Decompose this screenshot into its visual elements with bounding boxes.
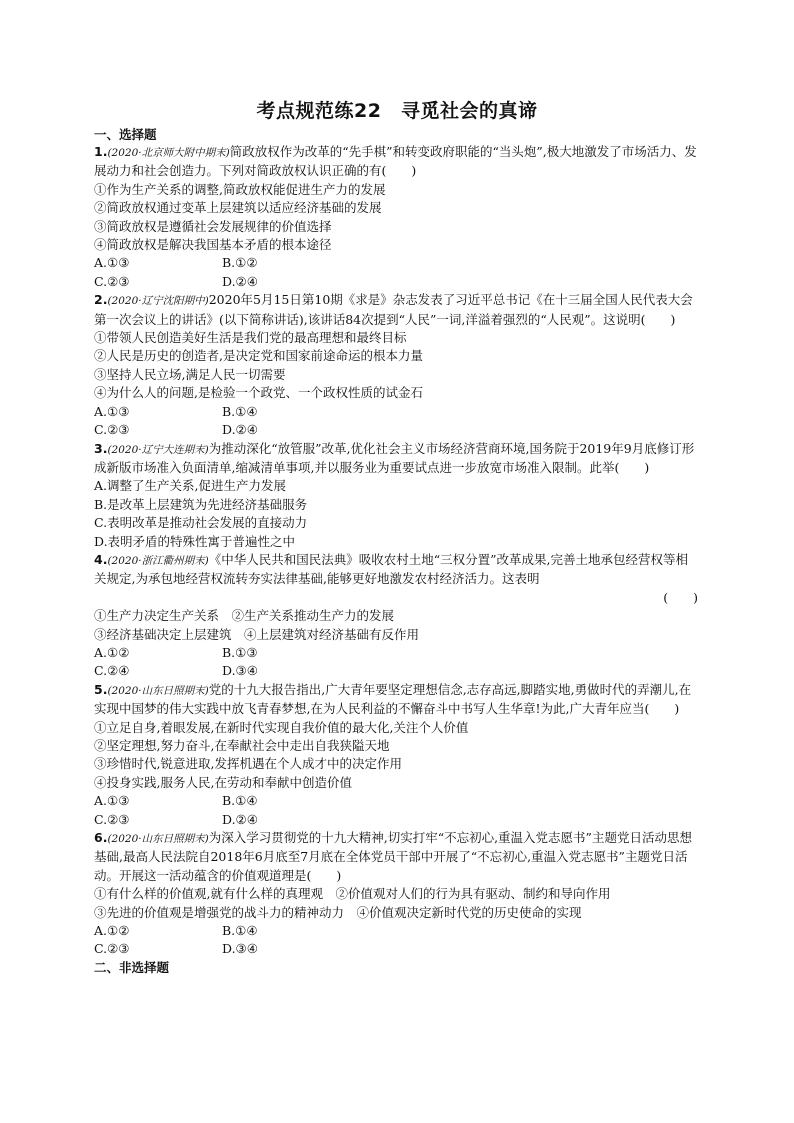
question-source: (2020·山东日照期末) bbox=[107, 684, 209, 697]
question-source: (2020·山东日照期末) bbox=[107, 833, 209, 846]
option-d: D.②④ bbox=[222, 811, 258, 827]
option-a: A.①③ bbox=[94, 255, 130, 271]
question-1 bbox=[94, 143, 700, 291]
answer-options bbox=[94, 940, 700, 958]
page-title: 考点规范练22 寻觅社会的真谛 bbox=[256, 100, 538, 122]
option-a: A.①② bbox=[94, 923, 130, 939]
question-number: 5. bbox=[94, 681, 108, 697]
question-stem bbox=[94, 143, 700, 181]
answer-options bbox=[94, 273, 700, 291]
section-heading-non-choice: 二、非选择题 bbox=[94, 959, 170, 975]
option-b: B.①② bbox=[222, 255, 258, 271]
answer-options bbox=[94, 254, 700, 272]
option-d: D.②④ bbox=[222, 422, 258, 438]
option-c: C.②③ bbox=[94, 941, 130, 957]
question-number: 3. bbox=[94, 440, 108, 456]
statement-item: ③先进的价值观是增强党的战斗力的精神动力 ④价值观决定新时代党的历史使命的实现 bbox=[94, 904, 582, 920]
section-heading-choice: 一、选择题 bbox=[94, 127, 157, 142]
answer-options bbox=[94, 922, 700, 940]
statement-item: ②坚定理想,努力奋斗,在奉献社会中走出自我狭隘天地 bbox=[94, 738, 390, 753]
question-source: (2020·辽宁沈阳期中) bbox=[107, 295, 209, 308]
question-text: 为深入学习贯彻党的十九大精神,切实打牢“不忘初心,重温入党志愿书”主题党日活动思想基础,最高人民法院自2018年6月底至7月底在全体党员干部中开展了“不忘初心,重温入党志愿书”主题党日活动。开展这一活动蕴含的价值观道理是( ) bbox=[94, 830, 692, 883]
question-source: (2020·北京师大附中期末) bbox=[107, 147, 230, 159]
option-b: B.①④ bbox=[222, 793, 258, 809]
question-number: 4. bbox=[94, 551, 108, 567]
option-b: B.是改革上层建筑为先进经济基础服务 bbox=[94, 496, 308, 512]
option-b: B.①④ bbox=[222, 923, 258, 939]
answer-options bbox=[94, 811, 700, 829]
statement-item: ②简政放权通过变革上层建筑以适应经济基础的发展 bbox=[94, 200, 382, 216]
question-number: 6. bbox=[94, 830, 108, 846]
answer-options bbox=[94, 644, 700, 662]
option-d: D.表明矛盾的特殊性寓于普遍性之中 bbox=[94, 533, 296, 549]
question-3 bbox=[94, 440, 700, 551]
option-d: D.③④ bbox=[222, 663, 258, 679]
option-d: D.③④ bbox=[222, 941, 258, 957]
question-text: 简政放权作为改革的“先手棋”和转变政府职能的“当头炮”,极大地激发了市场活力、发展动力和社会创造力。下列对简政放权认识正确的有( ) bbox=[94, 144, 697, 179]
question-source: (2020·辽宁大连期末) bbox=[107, 443, 209, 456]
answer-blank: ( ) bbox=[663, 589, 698, 605]
answer-options bbox=[94, 662, 700, 680]
question-4 bbox=[94, 551, 700, 681]
statement-item: ①带领人民创造美好生活是我们党的最高理想和最终目标 bbox=[94, 330, 407, 346]
statement-item: ③经济基础决定上层建筑 ④上层建筑对经济基础有反作用 bbox=[94, 626, 420, 642]
question-5 bbox=[94, 681, 700, 829]
option-c: C.②④ bbox=[94, 663, 130, 679]
question-text: 党的十九大报告指出,广大青年要坚定理想信念,志存高远,脚踏实地,勇做时代的弄潮儿,在实现中国梦的伟大实践中放飞青春梦想,在为人民利益的不懈奋斗中书写人生华章!为此,广大青年应当( ) bbox=[94, 681, 692, 717]
option-d: D.②④ bbox=[222, 273, 258, 289]
statement-item: ①立足自身,着眼发展,在新时代实现自我价值的最大化,关注个人价值 bbox=[94, 719, 469, 735]
question-stem bbox=[94, 291, 700, 329]
question-text: 《中华人民共和国民法典》吸收农村土地“三权分置”改革成果,完善土地承包经营权等相关规定,为承包地经营权流转夯实法律基础,能够更好地激发农村经济活力。这表明 bbox=[94, 551, 688, 587]
question-stem bbox=[94, 551, 700, 589]
option-b: B.①④ bbox=[222, 403, 258, 419]
question-6 bbox=[94, 829, 700, 959]
option-b: B.①③ bbox=[222, 644, 258, 660]
question-stem bbox=[94, 829, 700, 885]
statement-item: ④投身实践,服务人民,在劳动和奉献中创造价值 bbox=[94, 774, 352, 790]
option-c: C.②③ bbox=[94, 811, 130, 827]
question-text: 2020年5月15日第10期《求是》杂志发表了习近平总书记《在十三届全国人民代表大会第一次会议上的讲话》(以下简称讲话),该讲话84次提到“人民”一词,洋溢着强烈的“人民观”。这说明( ) bbox=[94, 292, 693, 327]
option-a: A.①③ bbox=[94, 793, 130, 809]
option-c: C.②③ bbox=[94, 422, 130, 438]
question-source: (2020·浙江衢州期末) bbox=[107, 554, 209, 567]
statement-item: ④为什么人的问题,是检验一个政党、一个政权性质的试金石 bbox=[94, 385, 423, 401]
option-a: A.①③ bbox=[94, 403, 130, 419]
answer-options bbox=[94, 792, 700, 810]
option-c: C.②③ bbox=[94, 273, 130, 289]
option-a: A.调整了生产关系,促进生产力发展 bbox=[94, 478, 286, 494]
statement-item: ①作为生产关系的调整,简政放权能促进生产力的发展 bbox=[94, 181, 386, 197]
question-stem bbox=[94, 440, 700, 478]
question-stem bbox=[94, 681, 700, 719]
option-a: A.①② bbox=[94, 644, 130, 660]
question-number: 2. bbox=[94, 292, 108, 308]
answer-options bbox=[94, 403, 700, 421]
question-text: 为推动深化“放管服”改革,优化社会主义市场经济营商环境,国务院于2019年9月底修订形成新版市场准入负面清单,缩减清单事项,并以服务业为重要试点进一步放宽市场准入限制。此举( ) bbox=[94, 440, 695, 475]
statement-item: ②人民是历史的创造者,是决定党和国家前途命运的根本力量 bbox=[94, 348, 423, 364]
answer-options bbox=[94, 421, 700, 439]
question-2 bbox=[94, 291, 700, 439]
question-number: 1. bbox=[94, 144, 108, 159]
statement-item: ①生产力决定生产关系 ②生产关系推动生产力的发展 bbox=[94, 608, 395, 624]
statement-item: ③简政放权是遵循社会发展规律的价值选择 bbox=[94, 218, 332, 234]
option-c: C.表明改革是推动社会发展的直接动力 bbox=[94, 515, 308, 531]
statement-item: ③坚持人民立场,满足人民一切需要 bbox=[94, 366, 286, 382]
statement-item: ①有什么样的价值观,就有什么样的真理观 ②价值观对人们的行为具有驱动、制约和导向作用 bbox=[94, 886, 611, 902]
statement-item: ③珍惜时代,锐意进取,发挥机遇在个人成才中的决定作用 bbox=[94, 756, 402, 772]
statement-item: ④简政放权是解决我国基本矛盾的根本途径 bbox=[94, 237, 332, 253]
exam-content bbox=[94, 126, 700, 976]
